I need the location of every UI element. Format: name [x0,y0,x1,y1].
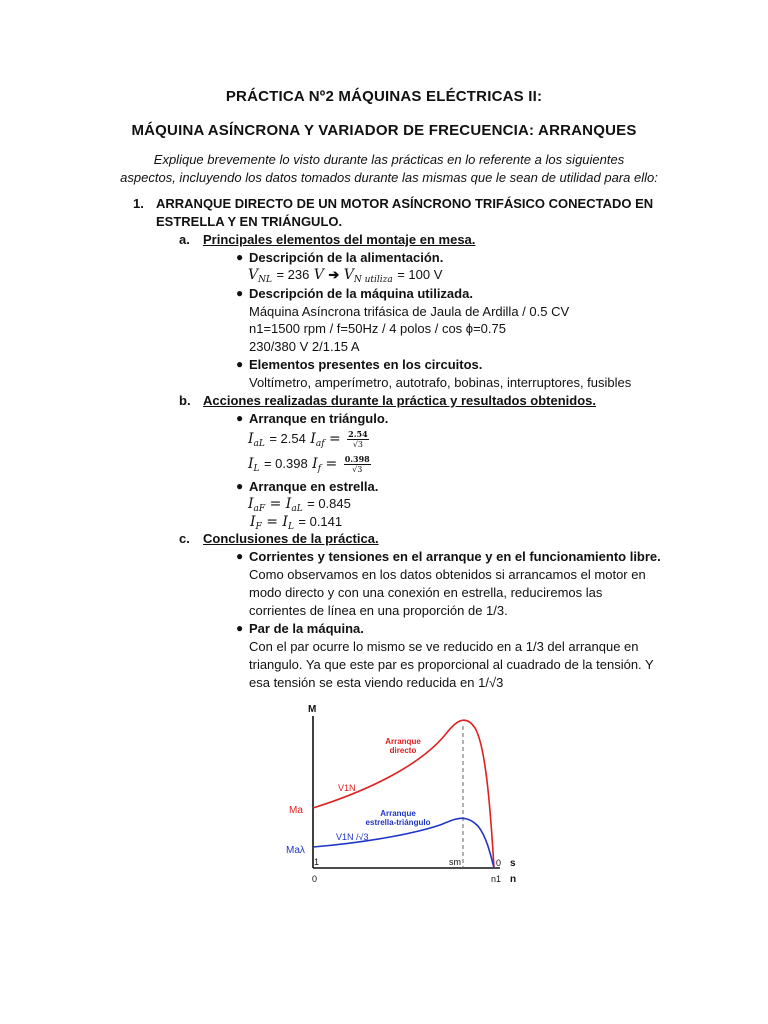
page-title: PRÁCTICA Nº2 MÁQUINAS ELÉCTRICAS II: [225,88,543,105]
star-voltage-label: V1N /√3 [336,832,369,842]
conclusion-line: triangulo. Ya que este par es proporcional al cuadrado de la tensión. Y [249,657,654,672]
arrow-icon: ➔ [328,267,340,282]
bullet-icon: ● [236,549,244,563]
bullet-title: Arranque en triángulo. [249,411,389,426]
star-curve-label: estrella-triángulo [365,818,431,827]
conclusion-line: Con el par ocurre lo mismo se ve reducido en a 1/3 del arranque en [249,639,639,654]
section-heading-line: ESTRELLA Y EN TRIÁNGULO. [156,214,343,229]
bullet-icon: ● [236,286,244,300]
conclusion-line: corrientes de línea en una proporción de 1/3. [249,603,508,618]
iaf-fraction: $\frac{2.54}{√3}$ [348,428,368,449]
delta-current-equation-2: $I_L = 0.398$ $I_f$ = $\frac{0.398}{√3}$ [248,453,370,474]
ial-value: = 2.54 [269,431,306,446]
bullet-title: Descripción de la máquina utilizada. [249,286,473,301]
mal-label: Maλ [286,845,305,856]
bullet-title: Descripción de la alimentación. [249,250,444,265]
speed-zero-label: 0 [312,874,318,884]
vn-value: = 100 V [397,267,443,282]
intro-line: Explique brevemente lo visto durante las prácticas en lo referente a los siguientes [153,152,625,167]
elements-line: Voltímetro, amperímetro, autotrafo, bobinas, interruptores, fusibles [249,375,632,390]
vnl-value: = 236 [276,267,310,282]
bullet-icon: ● [236,250,244,264]
bullet-icon: ● [236,411,244,425]
star-current-equation-2: $I_F = I_L = 0.141$ [250,514,343,532]
bullet-icon: ● [236,621,244,635]
subsection-letter: a. [179,232,190,247]
ma-label: Ma [289,805,303,816]
direct-curve-label: directo [389,746,417,755]
bullet-title: Par de la máquina. [249,621,364,636]
direct-voltage-label: V1N [338,783,356,793]
star-curve-label: Arranque [380,809,416,818]
star-current-equation-1: $I_{aF} = I_{aL} = 0.845$ [248,496,351,514]
section-heading-line: ARRANQUE DIRECTO DE UN MOTOR ASÍNCRONO TRIFÁSICO CONECTADO EN [156,196,654,211]
conclusion-line: esa tensión se esta viendo reducida en 1/√3 [249,675,504,690]
delta-current-equation-1: $I_{aL} = 2.54$ $I_{af}$ = $\frac{2.54}{√3}$ [248,428,368,449]
subsection-title: Acciones realizadas durante la práctica y resultados obtenidos. [203,393,597,408]
page-subtitle: MÁQUINA ASÍNCRONA Y VARIADOR DE FRECUENCIA: ARRANQUES [131,122,637,139]
il-value: = 0.398 [263,456,308,471]
slip-one-label: 1 [314,857,320,867]
n1-label: n1 [491,874,502,884]
section-number: 1. [133,196,144,211]
x-axis-n-label: n [510,874,517,885]
vnl-unit: V [313,267,324,283]
subsection-title: Principales elementos del montaje en mesa. [203,232,476,247]
machine-line: Máquina Asíncrona trifásica de Jaula de Ardilla / 0.5 CV [249,304,570,319]
bullet-icon: ● [236,479,244,493]
bullet-title: Elementos presentes en los circuitos. [249,357,483,372]
supply-equation: $V_{NL} = 236$ V ➔ $V_{N utiliza} = 100$ V [248,267,443,285]
x-axis-s-label: s [510,858,516,869]
subsection-letter: b. [179,393,191,408]
slip-zero-label: 0 [496,858,502,868]
if-fraction: $\frac{0.398}{√3}$ [344,453,370,474]
intro-line: aspectos, incluyendo los datos tomados durante las mismas que le sean de utilidad para ello: [120,170,658,185]
machine-line: n1=1500 rpm / f=50Hz / 4 polos / cos ϕ=0.75 [249,321,506,336]
subsection-letter: c. [179,531,190,546]
y-axis-label: M [308,704,317,715]
direct-curve-label: Arranque [385,737,421,746]
bullet-icon: ● [236,357,244,371]
subsection-title: Conclusiones de la práctica. [203,531,379,546]
sm-label: sm [449,857,461,867]
machine-line: 230/380 V 2/1.15 A [249,339,360,354]
bullet-title: Arranque en estrella. [249,479,379,494]
conclusion-line: modo directo y con una conexión en estrella, reduciremos las [249,585,603,600]
bullet-title: Corrientes y tensiones en el arranque y en el funcionamiento libre. [249,549,661,564]
conclusion-line: Como observamos en los datos obtenidos si arrancamos el motor en [249,567,646,582]
